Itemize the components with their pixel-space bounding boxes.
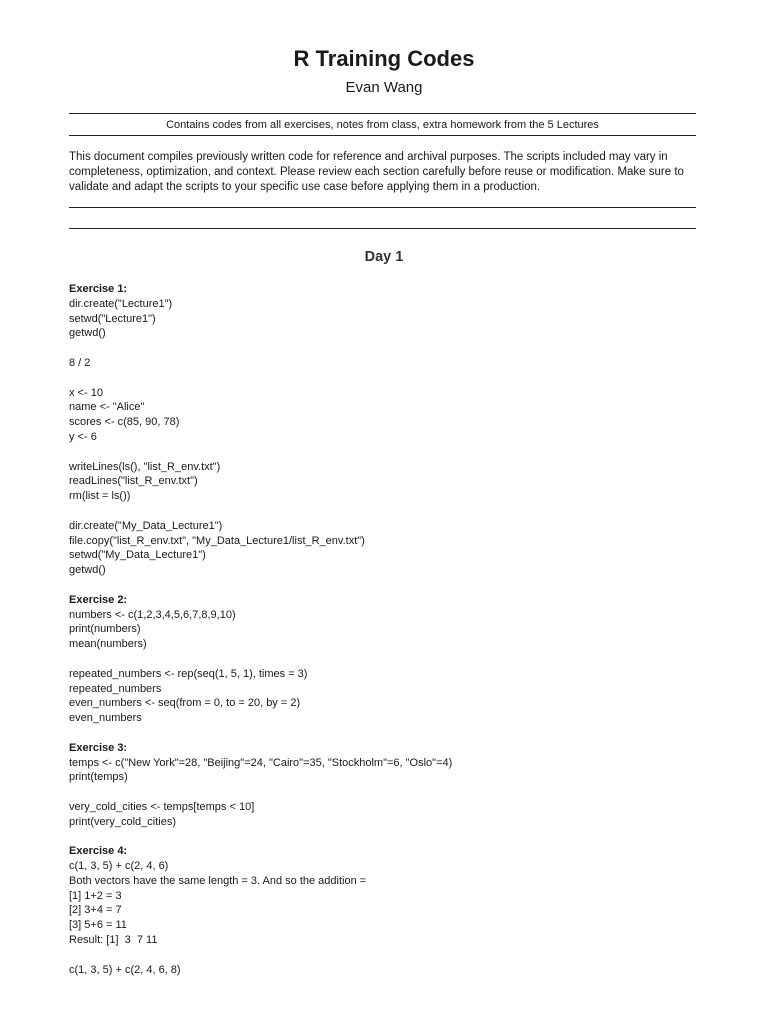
blank-line xyxy=(69,726,696,741)
intro-paragraph: This document compiles previously written code for reference and archival purposes. The scripts included may vary in completeness, optimization, and context. Please review each section carefully before reuse or modification. Make sure to validate and adapt the scripts to your specific use case before applying them in a production. xyxy=(69,151,684,193)
blank-line xyxy=(69,504,696,519)
divider-intro-top xyxy=(69,207,696,208)
document-title: R Training Codes xyxy=(293,46,475,71)
exercise-heading: Exercise 4: xyxy=(69,845,128,858)
code-line: writeLines(ls(), "list_R_env.txt") xyxy=(69,460,221,473)
divider-intro-bottom xyxy=(69,228,696,229)
code-line: Result: [1] 3 7 11 xyxy=(69,934,158,947)
code-line: x <- 10 xyxy=(69,386,103,399)
divider-subtitle xyxy=(69,135,696,136)
code-line: scores <- c(85, 90, 78) xyxy=(69,416,180,429)
exercise-heading: Exercise 3: xyxy=(69,741,128,754)
code-line: getwd() xyxy=(69,327,106,340)
code-line: even_numbers xyxy=(69,712,142,725)
document-subtitle: Contains codes from all exercises, notes from class, extra homework from the 5 Lectures xyxy=(166,119,599,131)
code-line: setwd("My_Data_Lecture1") xyxy=(69,549,206,562)
blank-line xyxy=(69,445,696,460)
code-line: Both vectors have the same length = 3. And so the addition = xyxy=(69,874,367,887)
code-line: y <- 6 xyxy=(69,430,97,443)
blank-line xyxy=(69,578,696,593)
section-heading-day-1: Day 1 xyxy=(364,249,404,265)
code-line: dir.create("Lecture1") xyxy=(69,297,173,310)
blank-line xyxy=(69,371,696,386)
code-line: setwd("Lecture1") xyxy=(69,312,156,325)
code-line: temps <- c("New York"=28, "Beijing"=24, "Cairo"=35, "Stockholm"=6, "Oslo"=4) xyxy=(69,756,453,769)
code-line: readLines("list_R_env.txt") xyxy=(69,475,198,488)
blank-line xyxy=(69,829,696,844)
code-line: even_numbers <- seq(from = 0, to = 20, by = 2) xyxy=(69,697,301,710)
code-line: repeated_numbers xyxy=(69,682,162,695)
code-line: [2] 3+4 = 7 xyxy=(69,904,122,917)
code-line: c(1, 3, 5) + c(2, 4, 6) xyxy=(69,860,169,873)
blank-line xyxy=(69,652,696,667)
code-line: print(very_cold_cities) xyxy=(69,815,176,828)
code-line: [1] 1+2 = 3 xyxy=(69,889,122,902)
code-line: very_cold_cities <- temps[temps < 10] xyxy=(69,800,255,813)
code-line: rm(list = ls()) xyxy=(69,490,131,503)
blank-line xyxy=(69,341,696,356)
code-line: print(numbers) xyxy=(69,623,141,636)
code-line: getwd() xyxy=(69,564,106,577)
code-line: [3] 5+6 = 11 xyxy=(69,919,127,932)
document-author: Evan Wang xyxy=(345,79,423,96)
code-line: c(1, 3, 5) + c(2, 4, 6, 8) xyxy=(69,963,181,976)
code-line: dir.create("My_Data_Lecture1") xyxy=(69,519,223,532)
code-line: repeated_numbers <- rep(seq(1, 5, 1), times = 3) xyxy=(69,667,308,680)
code-line: print(temps) xyxy=(69,771,128,784)
code-line: numbers <- c(1,2,3,4,5,6,7,8,9,10) xyxy=(69,608,236,621)
exercise-heading: Exercise 2: xyxy=(69,593,128,606)
blank-line xyxy=(69,948,696,963)
code-line: 8 / 2 xyxy=(69,356,91,369)
code-line: file.copy("list_R_env.txt", "My_Data_Lecture1/list_R_env.txt") xyxy=(69,534,365,547)
divider-top xyxy=(69,113,696,114)
exercise-heading: Exercise 1: xyxy=(69,283,128,295)
blank-line xyxy=(69,785,696,800)
code-line: mean(numbers) xyxy=(69,638,147,651)
code-listing xyxy=(69,282,696,977)
code-line: name <- "Alice" xyxy=(69,401,145,414)
